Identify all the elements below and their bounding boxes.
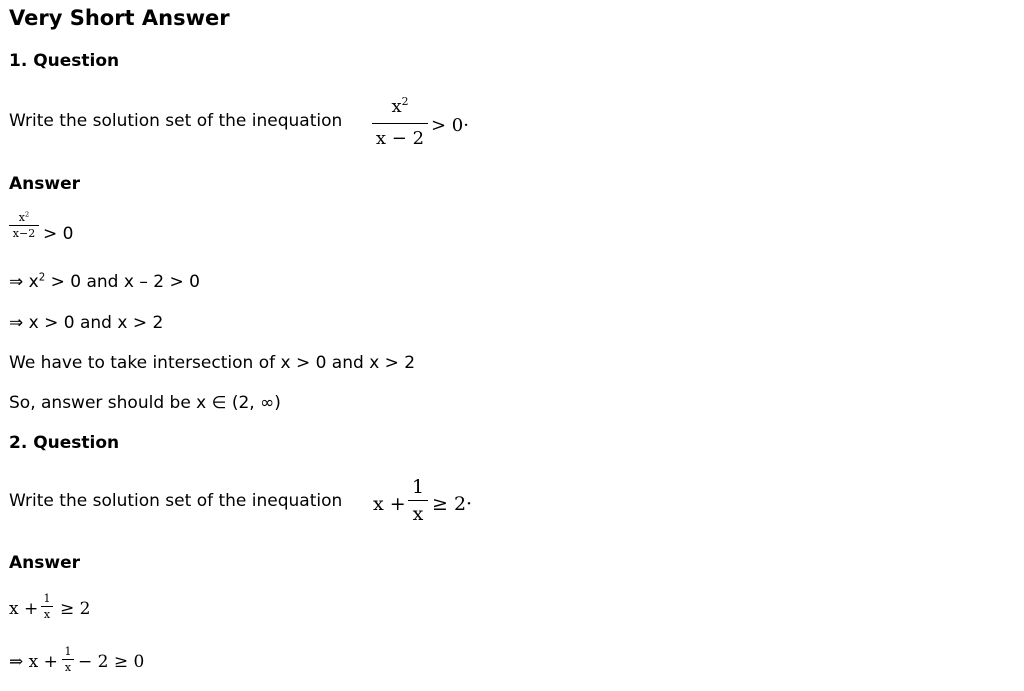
answer-1-line-5: So, answer should be x ∈ (2, ∞) bbox=[9, 393, 281, 413]
answer-2-line-2-tail: − 2 ≥ 0 bbox=[78, 652, 145, 672]
answer-1-line-1-tail: > 0 bbox=[43, 224, 74, 244]
answer-2-line-1-prefix: x + bbox=[9, 599, 39, 619]
question-1-fraction bbox=[372, 96, 428, 149]
question-1-inequality-tail: > 0· bbox=[431, 115, 469, 136]
fraction-denominator: x − 2 bbox=[375, 128, 425, 149]
question-1-prompt: Write the solution set of the inequation bbox=[9, 111, 343, 131]
answer-1-line-1-fraction: $x^2$ x−2 bbox=[9, 211, 39, 240]
question-2-title: 2. Question bbox=[9, 433, 120, 453]
question-2-answer-label: Answer bbox=[9, 553, 80, 573]
answer-1-line-2: ⇒ $x^2 > 0$ and x – 2 > 0 bbox=[9, 272, 200, 292]
fraction-numerator: $x^2$ bbox=[391, 95, 409, 117]
answer-1-line-3: ⇒ x > 0 and x > 2 bbox=[9, 313, 164, 333]
question-2-inequality-tail: ≥ 2· bbox=[432, 493, 473, 515]
answer-2-line-2-fraction: 1 x bbox=[62, 645, 74, 674]
question-1-title: 1. Question bbox=[9, 51, 120, 71]
answer-2-line-1-fraction: 1 x bbox=[41, 592, 53, 621]
answer-1-line-4: We have to take intersection of x > 0 and x > 2 bbox=[9, 353, 416, 373]
page-heading: Very Short Answer bbox=[9, 6, 230, 30]
question-2-prompt: Write the solution set of the inequation bbox=[9, 491, 343, 511]
question-1-answer-label: Answer bbox=[9, 174, 80, 194]
question-2-expression-prefix: x + bbox=[373, 493, 406, 515]
answer-2-line-1-tail: ≥ 2 bbox=[60, 599, 91, 619]
answer-2-line-2-prefix: ⇒ x + bbox=[9, 652, 58, 672]
question-2-fraction: 1 x bbox=[408, 476, 428, 525]
